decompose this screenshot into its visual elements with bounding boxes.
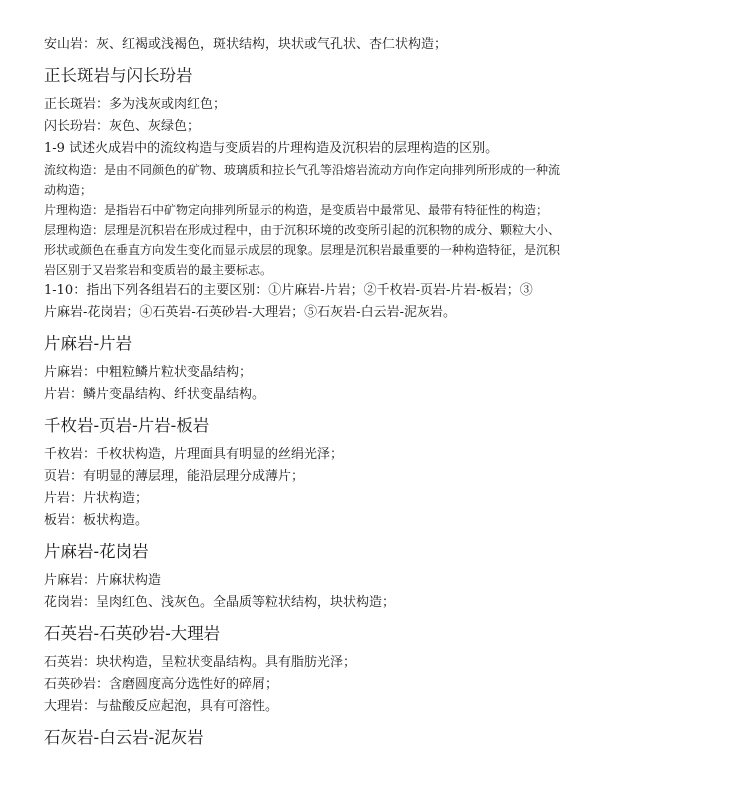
text-line: 流纹构造：是由不同颜色的矿物、玻璃质和拉长气孔等沿熔岩流动方向作定向排列所形成的一种流 (44, 163, 561, 177)
text-line: 片岩：鳞片变晶结构、纤状变晶结构。 (44, 387, 266, 402)
text-line: 片麻岩：中粗粒鳞片粒状变晶结构； (44, 365, 253, 380)
text-line: 片麻岩：片麻状构造 (44, 573, 162, 588)
section-heading: 石灰岩-白云岩-泥灰岩 (44, 728, 204, 747)
text-line: 闪长玢岩：灰色、灰绿色； (44, 119, 201, 134)
document-body (44, 34, 704, 756)
text-line: 花岗岩：呈肉红色、浅灰色。全晶质等粒状结构，块状构造； (44, 595, 396, 610)
text-line: 大理岩：与盐酸反应起泡，具有可溶性。 (44, 699, 279, 714)
section-heading: 千枚岩-页岩-片岩-板岩 (44, 416, 210, 435)
text-line: 千枚岩：千枚状构造，片理面具有明显的丝绢光泽； (44, 447, 344, 462)
question-line: 1-9 试述火成岩中的流纹构造与变质岩的片理构造及沉积岩的层理构造的区别。 (44, 141, 499, 156)
section-heading: 石英岩-石英砂岩-大理岩 (44, 624, 221, 643)
text-line: 形状或颜色在垂直方向发生变化而显示成层的现象。层理是沉积岩最重要的一种构造特征，是沉积 (44, 243, 561, 257)
text-line: 正长斑岩：多为浅灰或肉红色； (44, 97, 227, 112)
text-line: 片岩：片状构造； (44, 491, 149, 506)
section-heading: 片麻岩-片岩 (44, 334, 133, 353)
text-line: 层理构造：层理是沉积岩在形成过程中，由于沉积环境的改变所引起的沉积物的成分、颗粒大小、 (44, 223, 561, 237)
question-line: 片麻岩-花岗岩；④石英岩-石英砂岩-大理岩；⑤石灰岩-白云岩-泥灰岩。 (44, 305, 456, 320)
section-heading: 正长斑岩与闪长玢岩 (44, 66, 193, 85)
question-line: 1-10：指出下列各组岩石的主要区别：①片麻岩-片岩；②千枚岩-页岩-片岩-板岩；③ (44, 283, 533, 298)
section-heading: 片麻岩-花岗岩 (44, 542, 149, 561)
text-line: 板岩：板状构造。 (44, 513, 149, 528)
text-line: 石英砂岩：含磨圆度高分选性好的碎屑； (44, 677, 279, 692)
text-line: 石英岩：块状构造，呈粒状变晶结构。具有脂肪光泽； (44, 655, 357, 670)
text-line: 页岩：有明显的薄层理，能沿层理分成薄片； (44, 469, 305, 484)
text-line: 片理构造：是指岩石中矿物定向排列所显示的构造，是变质岩中最常见、最带有特征性的构造； (44, 203, 549, 217)
text-line: 动构造； (44, 183, 93, 197)
text-line: 岩区别于又岩浆岩和变质岩的最主要标志。 (44, 263, 273, 277)
text-line: 安山岩：灰、红褐或浅褐色，斑状结构，块状或气孔状、杏仁状构造； (44, 37, 448, 52)
